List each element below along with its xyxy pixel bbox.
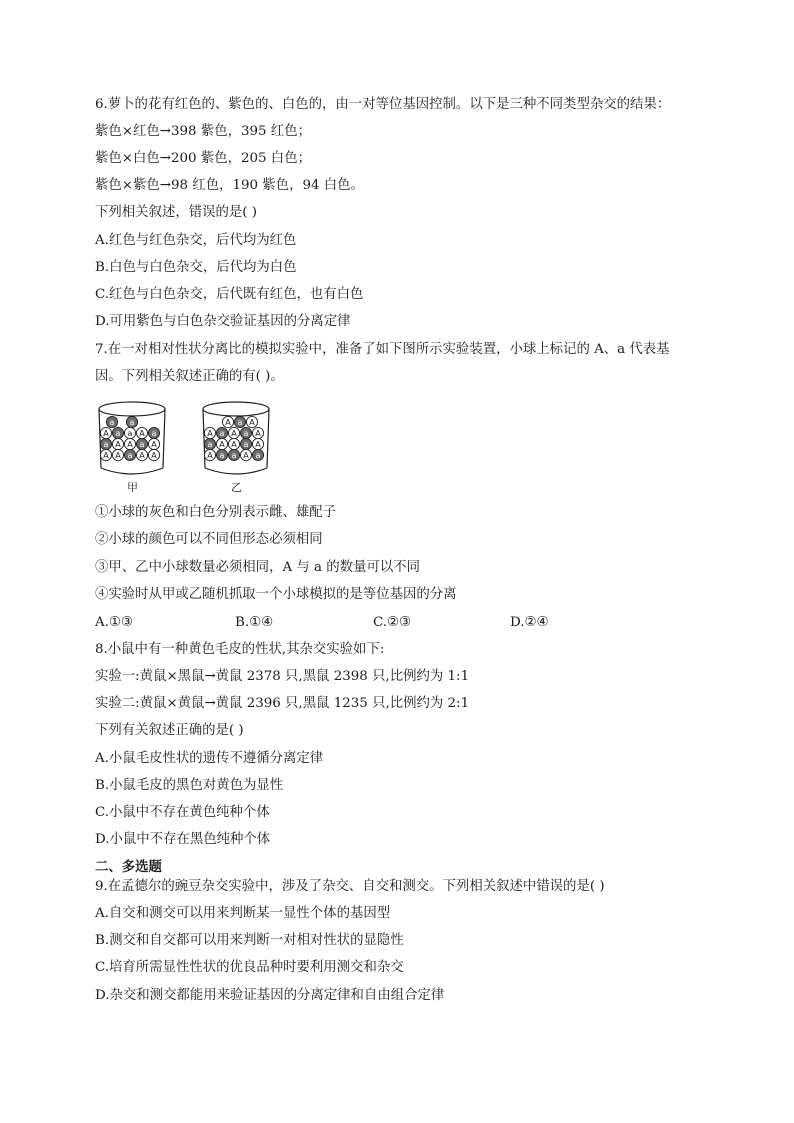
ball-label: a: [243, 429, 249, 438]
q6-cross-2: 紫色×白色→200 紫色，205 白色；: [95, 151, 311, 166]
q7-statement-3: ③甲、乙中小球数量必须相同，A 与 a 的数量可以不同: [95, 560, 421, 575]
q7-option-c: C.②③: [373, 615, 412, 630]
ball-label: A: [219, 440, 225, 449]
ball-label: a: [127, 429, 133, 438]
ball-label: a: [219, 451, 225, 460]
q8-option-c: C.小鼠中不存在黄色纯种个体: [95, 805, 270, 820]
ball-label: A: [139, 429, 145, 438]
q7-statement-2: ②小球的颜色可以不同但形态必须相同: [95, 532, 323, 547]
q9-option-b: B.测交和自交都可以用来判断一对相对性状的显隐性: [95, 933, 404, 948]
ball-label: A: [225, 418, 231, 427]
q9-option-a: A.自交和测交可以用来判断某一显性个体的基因型: [95, 906, 391, 921]
ball-label: a: [255, 451, 261, 460]
ball-label: a: [115, 429, 121, 438]
q7-stem-line-2: 因。下列相关叙述正确的有( )。: [95, 369, 284, 384]
ball-label: A: [249, 418, 255, 427]
q6-stem: 6.萝卜的花有红色的、紫色的、白色的，由一对等位基因控制。以下是三种不同类型杂交的结果：: [95, 97, 671, 112]
label-yi: 乙: [231, 481, 242, 494]
ball-label: a: [219, 429, 225, 438]
label-jia: 甲: [127, 481, 138, 494]
ball-label: A: [255, 440, 261, 449]
q9-stem: 9.在孟德尔的豌豆杂交实验中，涉及了杂交、自交和测交。下列相关叙述中错误的是( ): [95, 879, 605, 894]
ball-label: A: [255, 429, 261, 438]
ball-label: a: [151, 429, 157, 438]
q8-option-a: A.小鼠毛皮性状的遗传不遵循分离定律: [95, 751, 324, 766]
ball-label: a: [243, 440, 249, 449]
q9-option-c: C.培育所需显性性状的优良品种时要利用测交和杂交: [95, 960, 404, 975]
q7-option-d: D.②④: [510, 615, 549, 630]
balls-yi: [204, 416, 263, 460]
section-title-multiple-choice: 二、多选题: [95, 859, 162, 875]
ball-label: a: [139, 440, 145, 449]
q7-statement-1: ①小球的灰色和白色分别表示雌、雄配子: [95, 505, 337, 520]
q7-options: [95, 614, 655, 632]
ball-label: A: [207, 451, 213, 460]
q8-experiment-2: 实验二:黄鼠×黄鼠→黄鼠 2396 只,黑鼠 1235 只,比例约为 2:1: [95, 696, 470, 711]
cylinder-jia: [99, 402, 165, 474]
ball-label: A: [243, 451, 249, 460]
q9-option-d: D.杂交和测交都能用来验证基因的分离定律和自由组合定律: [95, 988, 445, 1003]
q7-figure: [95, 396, 285, 496]
q6-option-c: C.红色与白色杂交，后代既有红色，也有白色: [95, 287, 364, 302]
q7-option-b: B.①④: [235, 615, 274, 630]
q8-experiment-1: 实验一:黄鼠×黑鼠→黄鼠 2378 只,黑鼠 2398 只,比例约为 1:1: [95, 669, 470, 684]
ball-label: a: [127, 451, 133, 460]
ball-label: a: [231, 451, 237, 460]
ball-label: a: [109, 418, 115, 427]
q8-question: 下列有关叙述正确的是( ): [95, 723, 244, 738]
q7-stem-line-1: 7.在一对相对性状分离比的模拟实验中，准备了如下图所示实验装置，小球上标记的 A、a 代表基: [95, 342, 670, 357]
q6-cross-1: 紫色×红色→398 紫色，395 红色；: [95, 124, 311, 139]
q7-statement-4: ④实验时从甲或乙随机抓取一个小球模拟的是等位基因的分离: [95, 587, 457, 602]
ball-label: A: [231, 440, 237, 449]
q6-option-a: A.红色与红色杂交，后代均为红色: [95, 233, 297, 248]
ball-label: a: [103, 440, 109, 449]
ball-label: a: [237, 418, 243, 427]
ball-label: A: [139, 451, 145, 460]
ball-label: A: [207, 429, 213, 438]
ball-label: A: [103, 451, 109, 460]
cylinder-yi: [203, 402, 269, 474]
balls-jia: [100, 416, 159, 460]
q8-option-b: B.小鼠毛皮的黑色对黄色为显性: [95, 778, 284, 793]
ball-label: A: [231, 429, 237, 438]
ball-label: A: [115, 451, 121, 460]
ball-label: A: [127, 440, 133, 449]
q6-question: 下列相关叙述，错误的是( ): [95, 205, 258, 220]
ball-label: a: [207, 440, 213, 449]
ball-label: A: [151, 451, 157, 460]
ball-label: a: [129, 418, 135, 427]
q7-option-a: A.①③: [95, 615, 133, 630]
ball-label: A: [151, 440, 157, 449]
q6-option-b: B.白色与白色杂交，后代均为白色: [95, 260, 297, 275]
q6-option-d: D.可用紫色与白色杂交验证基因的分离定律: [95, 314, 351, 329]
q6-cross-3: 紫色×紫色→98 红色，190 紫色，94 白色。: [95, 178, 364, 193]
q8-option-d: D.小鼠中不存在黑色纯种个体: [95, 832, 271, 847]
ball-label: A: [103, 429, 109, 438]
q8-stem: 8.小鼠中有一种黄色毛皮的性状,其杂交实验如下:: [95, 642, 385, 657]
beakers-diagram: [95, 396, 285, 496]
ball-label: A: [115, 440, 121, 449]
